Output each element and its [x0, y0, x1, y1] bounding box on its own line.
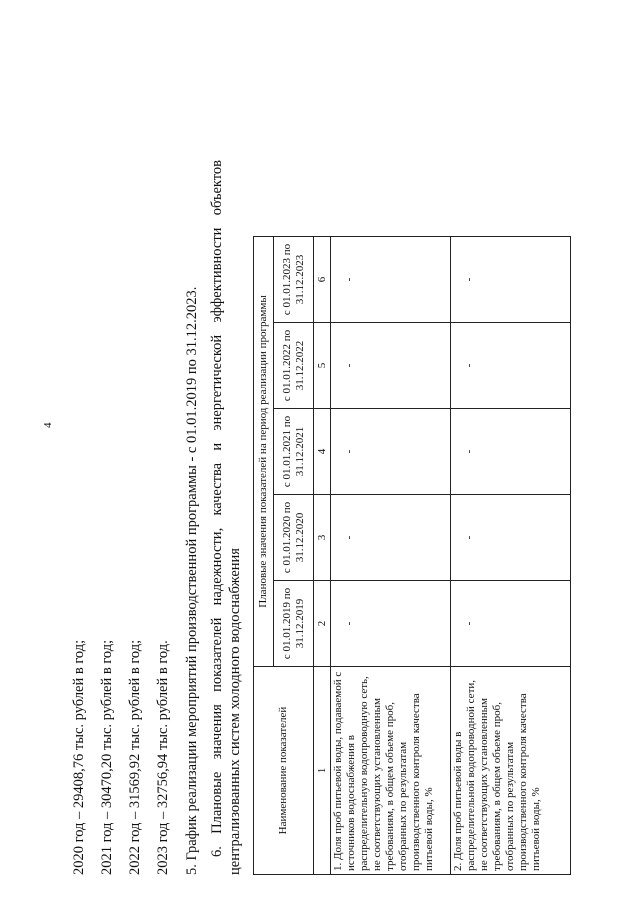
indicator-value: -: [331, 237, 451, 323]
page-number: 4: [42, 422, 54, 428]
indicator-value: -: [451, 237, 571, 323]
period-2021-header: с 01.01.2021 по 31.12.2021: [274, 409, 314, 495]
period-2023-header: с 01.01.2023 по 31.12.2023: [274, 237, 314, 323]
indicator-value: -: [331, 581, 451, 667]
indicator-value: -: [331, 323, 451, 409]
indicator-value: -: [451, 323, 571, 409]
indicator-value: -: [451, 495, 571, 581]
rotated-page-content: [70, 45, 630, 875]
indicators-table: [253, 236, 571, 875]
indicator-value: -: [451, 409, 571, 495]
name-column-header: Наименование показателей: [254, 667, 314, 875]
budget-line-2023: 2023 год – 32756,94 тыс. рублей в год.: [155, 640, 171, 875]
column-number: 1: [314, 667, 331, 875]
column-number: 2: [314, 581, 331, 667]
period-2020-header: с 01.01.2020 по 31.12.2020: [274, 495, 314, 581]
indicator-value: -: [331, 495, 451, 581]
column-number: 6: [314, 237, 331, 323]
budget-line-2021: 2021 год – 30470,20 тыс. рублей в год;: [99, 639, 115, 875]
indicator-value: -: [451, 581, 571, 667]
period-2022-header: с 01.01.2022 по 31.12.2022: [274, 323, 314, 409]
period-header: Плановые значения показателей на период реализации программы: [254, 237, 274, 667]
column-number: 4: [314, 409, 331, 495]
period-2019-header: с 01.01.2019 по 31.12.2019: [274, 581, 314, 667]
table-row: [331, 237, 451, 875]
column-number: 5: [314, 323, 331, 409]
column-number: 3: [314, 495, 331, 581]
indicator-value: -: [331, 409, 451, 495]
table-row: [451, 237, 571, 875]
indicator-name: 1. Доля проб питьевой воды, подаваемой с источников водоснабжения в распределительную водопроводную сеть, не соответствующих установленным требованиям, в общем объеме проб, отобранных по результатам производственного контроля качества питьевой воды, %: [331, 667, 451, 875]
indicator-name: 2. Доля проб питьевой воды в распределительной водопроводной сети, не соответствующих установленным требованиям, в общем объеме проб, отобранных по результатам производственного контроля качества питьевой воды, %: [451, 667, 571, 875]
budget-line-2020: 2020 год – 29408,76 тыс. рублей в год;: [71, 639, 87, 875]
budget-line-2022: 2022 год – 31569,92 тыс. рублей в год;: [127, 639, 143, 875]
schedule-paragraph: 5. График реализации мероприятий производственной программы - с 01.01.2019 по 31.12.2023.: [184, 286, 200, 875]
section-6-heading: 6. Плановые значения показателей надежности, качества и энергетической эффективности объектов централизованных систем холодного водоснабжения: [209, 160, 243, 875]
